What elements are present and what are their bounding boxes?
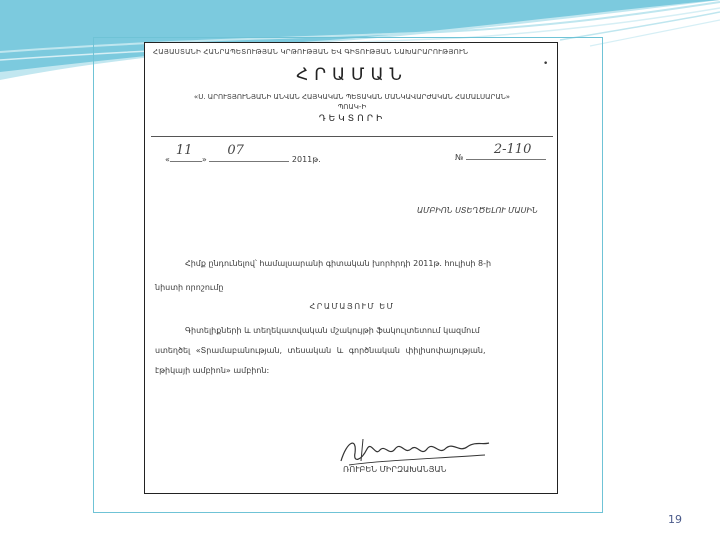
date-month-blank: [209, 143, 289, 162]
organization-line-1: «Ս. ԱՐՈՒՏՅՈՒՆՅԱՆԻ ԱՆՎԱՆ ՀԱՅԿԱԿԱՆ ՊԵՏԱԿԱՆ ՄԱՆԿԱՎԱՐԺԱԿԱՆ ՀԱՄԱԼՍԱՐԱՆ»: [193, 93, 511, 101]
date-open-quote: «: [165, 155, 170, 164]
issuer-line: ԴԵԿՏՈՐԻ: [318, 114, 386, 124]
date-close-quote: »: [201, 155, 207, 164]
date-day-blank: [170, 143, 202, 162]
paragraph-2-line-1: Գիտելիքների և տեղեկատվական մշակույթի ֆակուլտետում կազմում: [185, 326, 480, 335]
document-heading: ՀՐԱՄԱՆ: [296, 65, 408, 85]
subject-line: ԱՄԲԻՈՆ ՍՏԵՂԾԵԼՈՒ ՄԱՍԻՆ: [417, 206, 538, 215]
paragraph-1-line-1: Հիմք ընդունելով՝ համալսարանի գիտական խորհրդի 2011թ. հուլիսի 8-ի: [185, 259, 492, 268]
date-day: 11: [175, 143, 193, 158]
order-title: ՀՐԱՄԱՅՈՒՄ ԵՄ: [309, 302, 395, 311]
date-row: [165, 143, 321, 164]
date-month: 07: [227, 143, 244, 158]
signer-name: ՌՈՒԲԵՆ ՄԻՐԶԱԽԱՆՅԱՆ: [343, 465, 447, 474]
ministry-line: ՀԱՅԱՍՏԱՆԻ ՀԱՆՐԱՊԵՏՈՒԹՅԱՆ ԿՐԹՈՒԹՅԱՆ ԵՎ ԳԻՏՈՒԹՅԱՆ ՆԱԽԱՐԱՐՈՒԹՅՈՒՆ: [153, 48, 469, 56]
number-value: 2-110: [493, 142, 532, 157]
number-row: [455, 142, 546, 162]
number-label: №: [455, 153, 464, 162]
page-number: 19: [668, 513, 682, 526]
paragraph-2-line-3: էթիկայի ամբիոն» ամբիոն:: [155, 366, 270, 375]
number-blank: [466, 142, 546, 160]
corner-mark: •: [543, 59, 549, 69]
organization-line-2: ՊՈԱԿ-Ի: [337, 103, 367, 111]
scanned-order-document: [144, 42, 558, 494]
header-divider: [151, 136, 553, 137]
paragraph-1-line-2: նիստի որոշումը: [155, 283, 224, 292]
date-year: 2011թ.: [291, 155, 321, 164]
paragraph-2-line-2: ստեղծել «Տրամաբանության, տեսական և գործնական փիլիսոփայության,: [155, 346, 486, 355]
